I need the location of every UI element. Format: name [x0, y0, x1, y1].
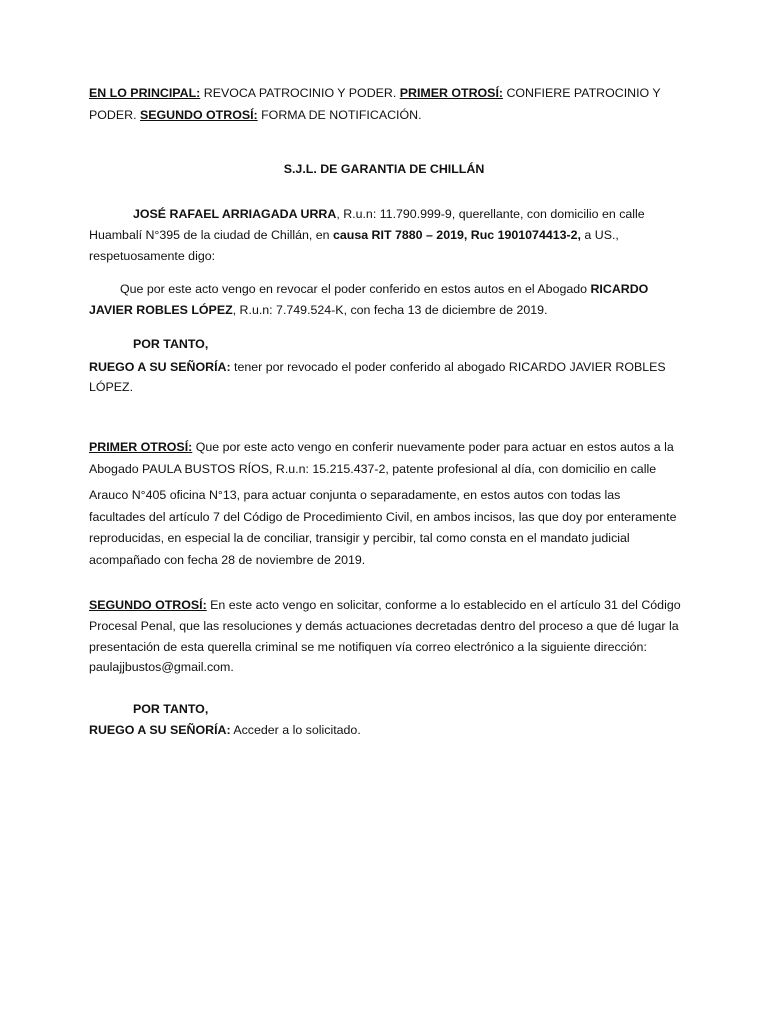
querellante-name: JOSÉ RAFAEL ARRIAGADA URRA [133, 207, 337, 221]
primer-otrosi-line-1 [89, 439, 674, 455]
segundo-otrosi-line-2: Procesal Penal, que las resoluciones y demás actuaciones decretadas dentro del proceso a que dé lugar la [89, 619, 679, 633]
principal-label: EN LO PRINCIPAL: [89, 86, 201, 100]
intro-rest-1: , R.u.n: 11.790.999-9, querellante, con domicilio en calle [336, 207, 645, 221]
revoke-line-2 [89, 302, 547, 318]
revoke-text-1: Que por este acto vengo en revocar el poder conferido en estos autos en el Abogado [120, 282, 591, 296]
intro-line-1 [133, 206, 645, 222]
intro-line-3: respetuosamente digo: [89, 249, 216, 263]
primer-otrosi-header-text: CONFIERE PATROCINIO Y [503, 86, 661, 100]
segundo-otrosi-label: SEGUNDO OTROSÍ: [89, 598, 207, 612]
por-tanto-2: POR TANTO, [133, 702, 209, 716]
primer-otrosi-line-5: reproducidas, en especial la de conciliar, transigir y percibir, tal como consta en el mandato judicial [89, 531, 630, 545]
ruego-1-line-1 [89, 359, 666, 375]
sumilla-line-1 [89, 85, 661, 101]
segundo-otrosi-header-label: SEGUNDO OTROSÍ: [139, 108, 258, 122]
intro-line-2 [89, 227, 619, 243]
ruego-1-line-2: LÓPEZ. [89, 380, 134, 394]
segundo-otrosi-header-text: FORMA DE NOTIFICACIÓN. [257, 108, 422, 122]
intro-post: a US., [580, 228, 619, 242]
primer-otrosi-text-1: Que por este acto vengo en conferir nuevamente poder para actuar en estos autos a la [192, 440, 674, 454]
sumilla-poder: PODER. [89, 108, 140, 122]
ruego-2-line [89, 722, 361, 738]
segundo-otrosi-line-1 [89, 597, 681, 613]
ruego-1-label: RUEGO A SU SEÑORÍA: [89, 360, 231, 374]
ruego-2-text: Acceder a lo solicitado. [230, 723, 361, 737]
segundo-otrosi-text-1: En este acto vengo en solicitar, conforme a lo establecido en el artículo 31 del Código [206, 598, 681, 612]
abogado-name-2: JAVIER ROBLES LÓPEZ [89, 303, 233, 317]
primer-otrosi-header-label: PRIMER OTROSÍ: [399, 86, 504, 100]
primer-otrosi-line-6: acompañado con fecha 28 de noviembre de 2019. [89, 553, 366, 567]
principal-text: REVOCA PATROCINIO Y PODER. [200, 86, 400, 100]
revoke-text-2: , R.u.n: 7.749.524-K, con fecha 13 de diciembre de 2019. [232, 303, 548, 317]
primer-otrosi-label: PRIMER OTROSÍ: [89, 440, 193, 454]
abogado-name-1: RICARDO [590, 282, 649, 296]
ruego-1-text: tener por revocado el poder conferido al abogado RICARDO JAVIER ROBLES [230, 360, 666, 374]
primer-otrosi-line-4: facultades del artículo 7 del Código de Procedimiento Civil, en ambos incisos, las que doy por enteramente [89, 510, 677, 524]
primer-otrosi-line-3: Arauco N°405 oficina N°13, para actuar conjunta o separadamente, en estos autos con todas las [89, 488, 621, 502]
primer-otrosi-line-2: Abogado PAULA BUSTOS RÍOS, R.u.n: 15.215.437-2, patente profesional al día, con domicilio en calle [89, 462, 657, 476]
causa-rit: causa RIT 7880 – 2019, Ruc 1901074413-2, [332, 228, 581, 242]
court-heading: S.J.L. DE GARANTIA DE CHILLÁN [283, 162, 485, 176]
ruego-2-label: RUEGO A SU SEÑORÍA: [89, 723, 231, 737]
por-tanto-1: POR TANTO, [133, 337, 209, 351]
intro-address: Huambalí N°395 de la ciudad de Chillán, en [89, 228, 333, 242]
email-address: paulajjbustos@gmail.com. [89, 660, 234, 674]
sumilla-line-2 [89, 107, 422, 123]
segundo-otrosi-line-3: presentación de esta querella criminal se me notifiquen vía correo electrónico a la siguiente dirección: [89, 640, 647, 654]
revoke-line-1 [120, 281, 648, 297]
